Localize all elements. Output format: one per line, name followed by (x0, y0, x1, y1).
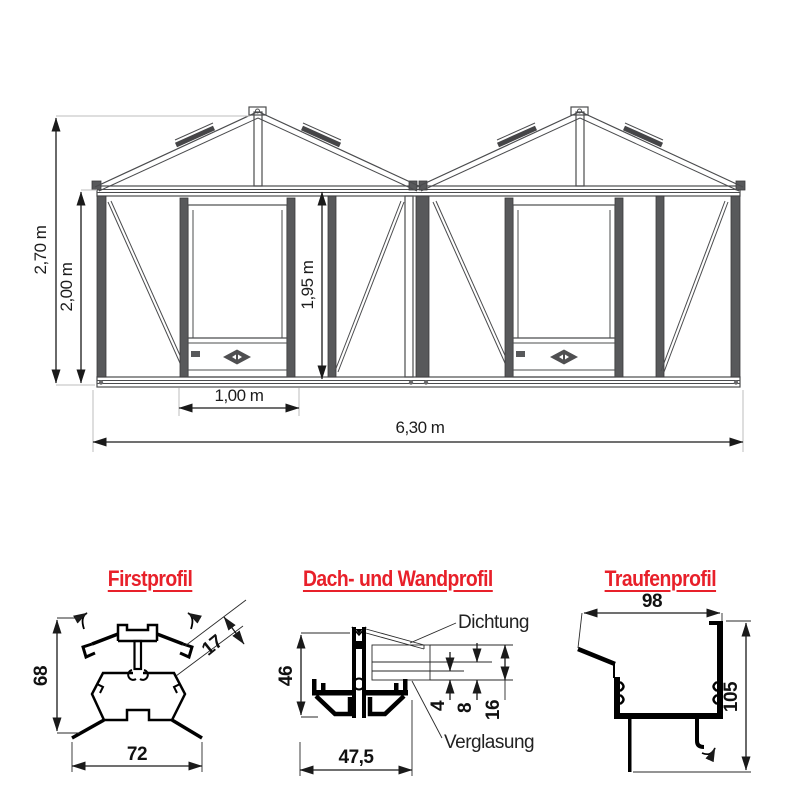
dim-total-height: 2,70 m (31, 225, 50, 275)
ridge-profile-dimensions (31, 600, 246, 772)
dim-profile-width: 72 (126, 744, 148, 765)
clip-arrow-right-icon (188, 613, 192, 629)
dim-profile-height: 105 (721, 681, 742, 713)
base-beam (97, 377, 740, 387)
sliding-door-left (180, 198, 295, 377)
dim-wing-depth: 17 (198, 631, 227, 661)
door-handle-diamond (223, 350, 251, 365)
eaves-profile-dimensions (578, 591, 751, 772)
ridge-profile-drawing (30, 595, 250, 795)
eaves-profile-heading (550, 566, 770, 592)
eave-beam (92, 181, 745, 196)
dim-door-height: 1,95 m (298, 260, 317, 310)
first-profile-heading (40, 566, 260, 592)
dim-glass-16: 16 (483, 699, 504, 721)
door-handle-diamond (550, 350, 578, 365)
dim-total-width: 6,30 m (395, 418, 445, 437)
dim-profile-width: 47,5 (338, 747, 374, 768)
roof-wall-profile-title: Dach- und Wandprofil (303, 566, 493, 591)
roof-right-unit (417, 107, 743, 191)
dim-profile-height: 68 (31, 665, 52, 687)
eaves-profile-shape (578, 621, 723, 772)
seal-label: Dichtung (458, 612, 529, 633)
glazing-label: Verglasung (444, 732, 535, 753)
dim-glass-8: 8 (455, 702, 476, 714)
clip-arrow-left-icon (83, 613, 87, 629)
elevation-dimensions (31, 116, 743, 452)
dim-glass-4: 4 (428, 700, 449, 712)
eaves-profile-drawing (550, 590, 780, 795)
sliding-door-right (505, 198, 623, 377)
roof-wall-profile-heading (288, 566, 508, 592)
roof-wall-profile-drawing (276, 595, 535, 795)
dim-profile-width: 98 (641, 591, 663, 612)
dim-wall-height: 2,00 m (57, 262, 76, 312)
eaves-profile-title: Traufenprofil (604, 566, 716, 591)
roof-left-unit (95, 107, 421, 191)
ridge-profile-shape (72, 613, 202, 738)
first-profile-title: Firstprofil (107, 566, 193, 591)
dim-door-width: 1,00 m (214, 386, 264, 405)
dim-profile-height: 46 (276, 665, 297, 687)
